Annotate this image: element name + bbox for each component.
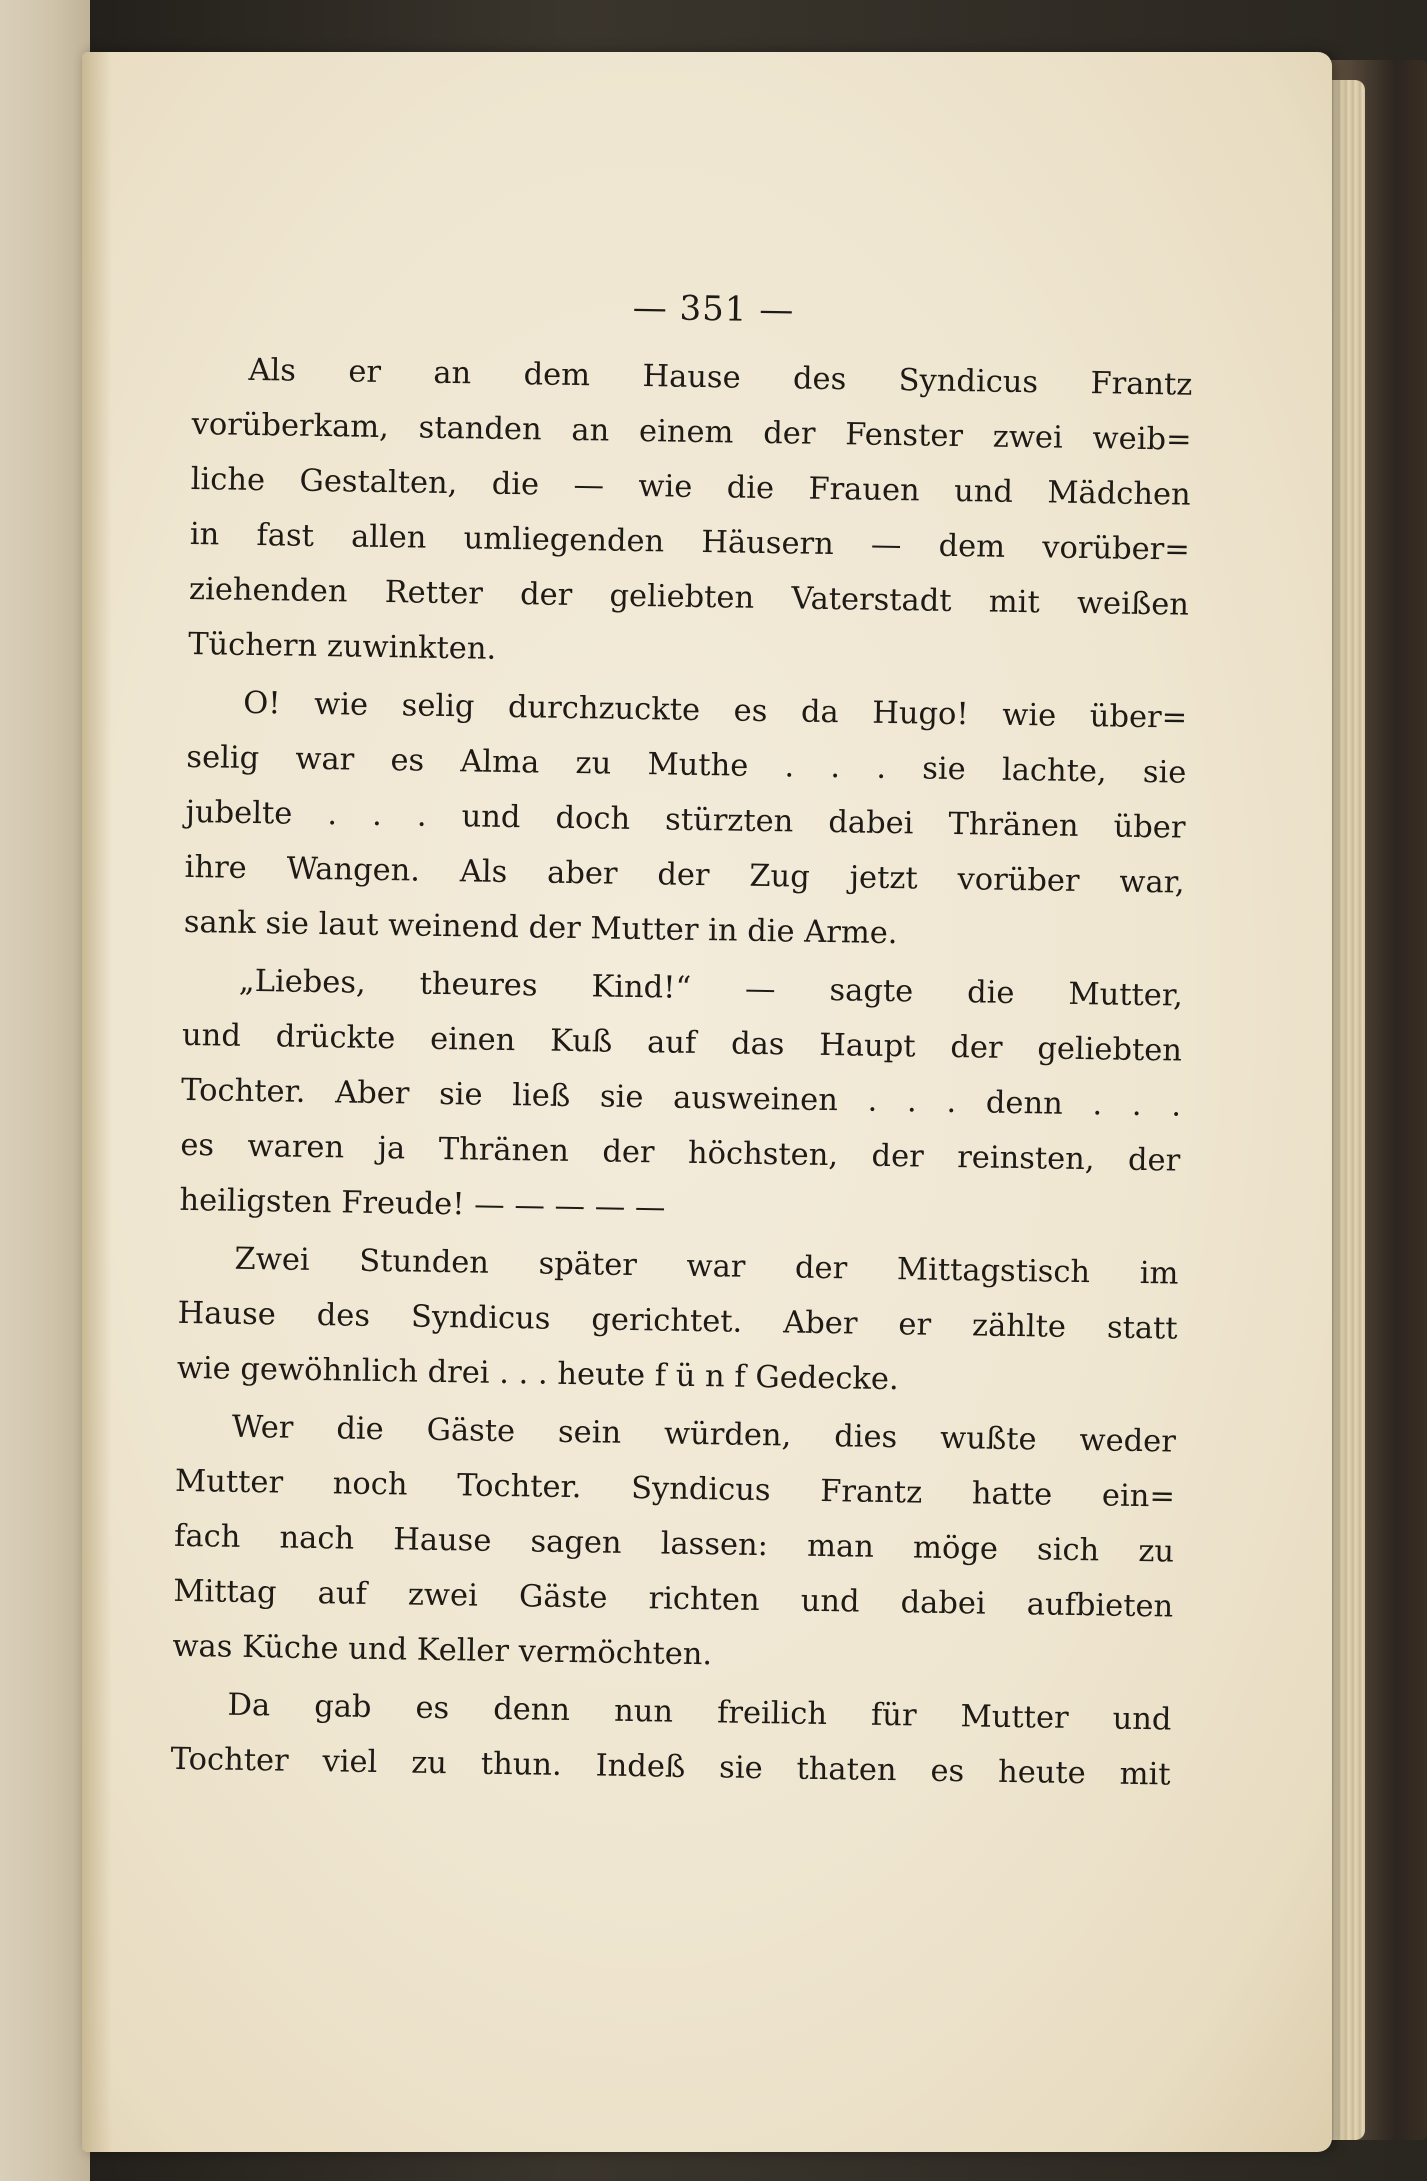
text-line: Hause des Syndicus gerichtet. Aber er zählte statt — [177, 1295, 1178, 1347]
text-line: wie gewöhnlich drei . . . heute f ü n f Gedecke. — [176, 1350, 899, 1398]
page-number: — 351 — — [632, 287, 795, 331]
text-line: jubelte . . . und doch stürzten dabei Thränen über — [185, 794, 1186, 846]
text-line: Als er an dem Hause des Syndicus Frantz — [248, 352, 1193, 403]
text-line: O! wie selig durchzuckte es da Hugo! wie über= — [243, 685, 1188, 736]
text-line: Mutter noch Tochter. Syndicus Frantz hatte ein= — [174, 1463, 1176, 1515]
text-line: ziehenden Retter der geliebten Vaterstadt mit weißen — [188, 571, 1190, 623]
text-line: ihre Wangen. Als aber der Zug jetzt vorüber war, — [184, 849, 1185, 901]
page-gutter — [82, 52, 112, 2152]
text-line: vorüberkam, standen an einem der Fenster zwei weib= — [191, 406, 1192, 458]
left-page-edge — [0, 0, 90, 2181]
paragraph-5 — [172, 1399, 1176, 1690]
text-line: Mittag auf zwei Gäste richten und dabei aufbieten — [173, 1573, 1174, 1625]
text-line: in fast allen umliegenden Häusern — dem vorüber= — [189, 516, 1191, 568]
book-page — [82, 52, 1332, 2152]
text-line: es waren ja Thränen der höchsten, der reinsten, der — [180, 1127, 1181, 1179]
paragraph-2 — [183, 675, 1187, 966]
text-line: und drückte einen Kuß auf das Haupt der geliebten — [181, 1017, 1183, 1069]
text-line: „Liebes, theures Kind!“ — sagte die Mutter, — [238, 963, 1184, 1014]
text-line: Tochter viel zu thun. Indeß sie thaten es heute mit — [170, 1741, 1171, 1793]
text-line: was Küche und Keller vermöchten. — [172, 1628, 713, 1673]
paragraph-3 — [179, 953, 1183, 1244]
text-line: liche Gestalten, die — wie die Frauen und Mädchen — [190, 461, 1191, 513]
text-line: Tüchern zuwinkten. — [187, 626, 497, 667]
text-line: Tochter. Aber sie ließ sie ausweinen . . . denn . . . — [180, 1072, 1182, 1124]
text-line: fach nach Hause sagen lassen: man möge sich zu — [173, 1518, 1175, 1570]
text-line: Wer die Gäste sein würden, dies wußte weder — [231, 1409, 1177, 1460]
text-line: Zwei Stunden später war der Mittagstisch im — [234, 1241, 1179, 1292]
text-line: sank sie laut weinend der Mutter in die Arme. — [183, 904, 898, 952]
page-text — [170, 276, 1194, 1806]
paragraph-4 — [176, 1231, 1178, 1412]
text-line: heiligsten Freude! — — — — — — [179, 1182, 666, 1226]
text-line: Da gab es denn nun freilich für Mutter und — [227, 1687, 1172, 1738]
text-line: selig war es Alma zu Muthe . . . sie lachte, sie — [186, 739, 1187, 791]
paragraph-6 — [170, 1677, 1172, 1803]
paragraph-1 — [188, 342, 1193, 688]
